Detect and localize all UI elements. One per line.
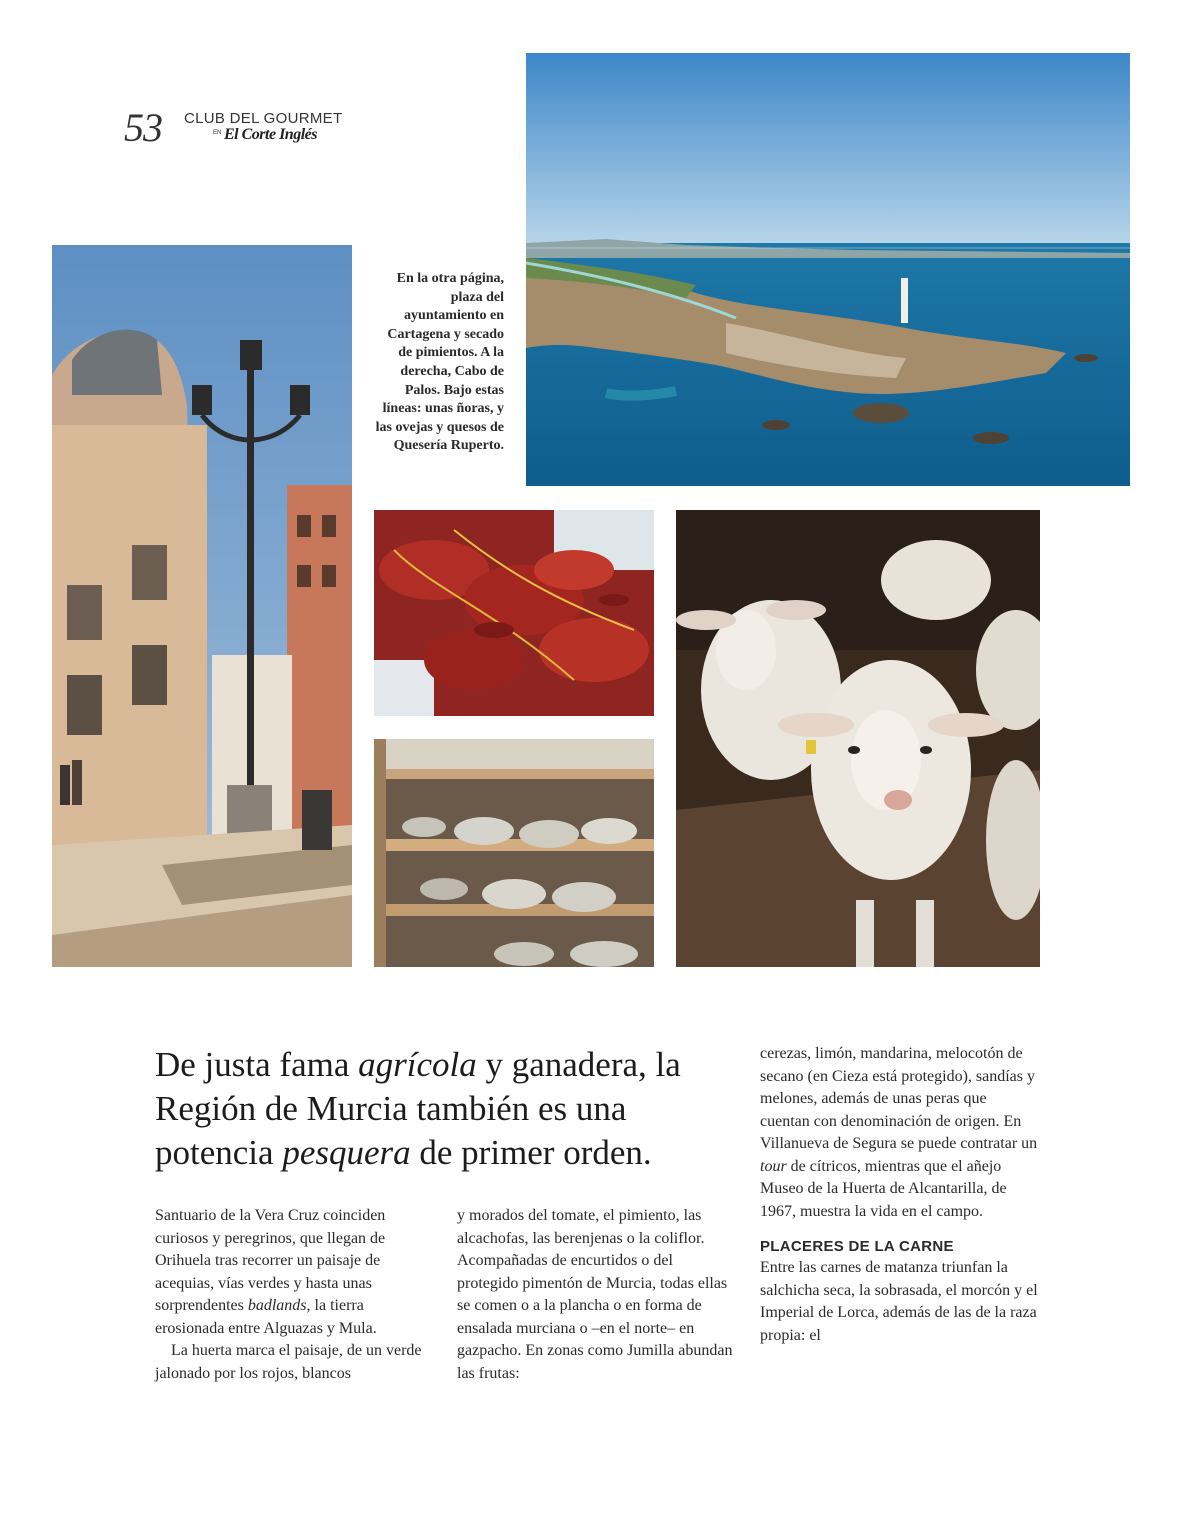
- body-paragraph: La huerta marca el paisaje, de un verde jalonado por los rojos, blancos: [155, 1342, 422, 1382]
- sheep-photo: [676, 510, 1040, 967]
- body-emphasis: tour: [760, 1157, 787, 1175]
- headline-emphasis-2: pesquera: [282, 1133, 411, 1172]
- el-corte-ingles-logo: El Corte Inglés: [224, 126, 317, 143]
- body-column-3: [760, 1043, 1040, 1347]
- body-text: cerezas, limón, mandarina, melocotón de secano (en Cieza está protegido), sandías y melones, además de unas peras que cuentan con denominación de origen. En Villanueva de Segura se puede contratar un: [760, 1045, 1038, 1152]
- headline-text-2: y ganadera, la Región de Murcia también es una potencia: [155, 1045, 681, 1172]
- page-number: 53: [124, 105, 162, 150]
- body-text: , la tierra erosionada entre Alguazas y Mula.: [155, 1297, 377, 1337]
- cabo-de-palos-photo: [526, 53, 1130, 486]
- headline-text-1: De justa fama: [155, 1045, 359, 1084]
- cartagena-town-hall-photo: [52, 245, 352, 967]
- headline-text-3: de primer orden.: [410, 1133, 652, 1172]
- brand-prefix: EN: [213, 130, 222, 136]
- headline-emphasis-1: agrícola: [358, 1045, 477, 1084]
- body-paragraph: [760, 1043, 1040, 1223]
- noras-peppers-photo: [374, 510, 654, 716]
- body-text: de cítricos, mientras que el añejo Museo de la Huerta de Alcantarilla, de 1967, muestra la vida en el campo.: [760, 1157, 1007, 1220]
- body-paragraph: [155, 1205, 430, 1340]
- body-emphasis: badlands: [247, 1297, 307, 1314]
- photo-caption: En la otra página, plaza del ayuntamiento en Cartagena y secado de pimientos. A la derecha, Cabo de Palos. Bajo estas líneas: unas ñoras, y las ovejas y quesos de Quesería Ruperto.: [375, 271, 504, 454]
- body-text: Santuario de la Vera Cruz coinciden curiosos y peregrinos, que llegan de Orihuela tras recorrer un paisaje de acequias, vías verdes y hasta unas sorprendentes: [155, 1207, 386, 1314]
- body-column-1: [155, 1205, 430, 1385]
- magazine-brand: CLUB DEL GOURMET: [184, 110, 343, 127]
- pull-quote-headline: [155, 1043, 725, 1175]
- body-paragraph: Entre las carnes de matanza triunfan la salchicha seca, la sobrasada, el morcón y el Imperial de Lorca, además de las de la raza propia: el: [760, 1259, 1038, 1344]
- section-heading: PLACERES DE LA CARNE: [760, 1238, 954, 1255]
- cheese-shelves-photo: [374, 739, 654, 967]
- body-paragraph: y morados del tomate, el pimiento, las alcachofas, las berenjenas o la coliflor. Acompañadas de encurtidos o del protegido pimentón de Murcia, todas ellas se comen o a la plancha o en forma de ensalada murciana o –en el norte– en gazpacho. En zonas como Jumilla abundan las frutas:: [457, 1207, 733, 1382]
- body-column-2: [457, 1205, 737, 1385]
